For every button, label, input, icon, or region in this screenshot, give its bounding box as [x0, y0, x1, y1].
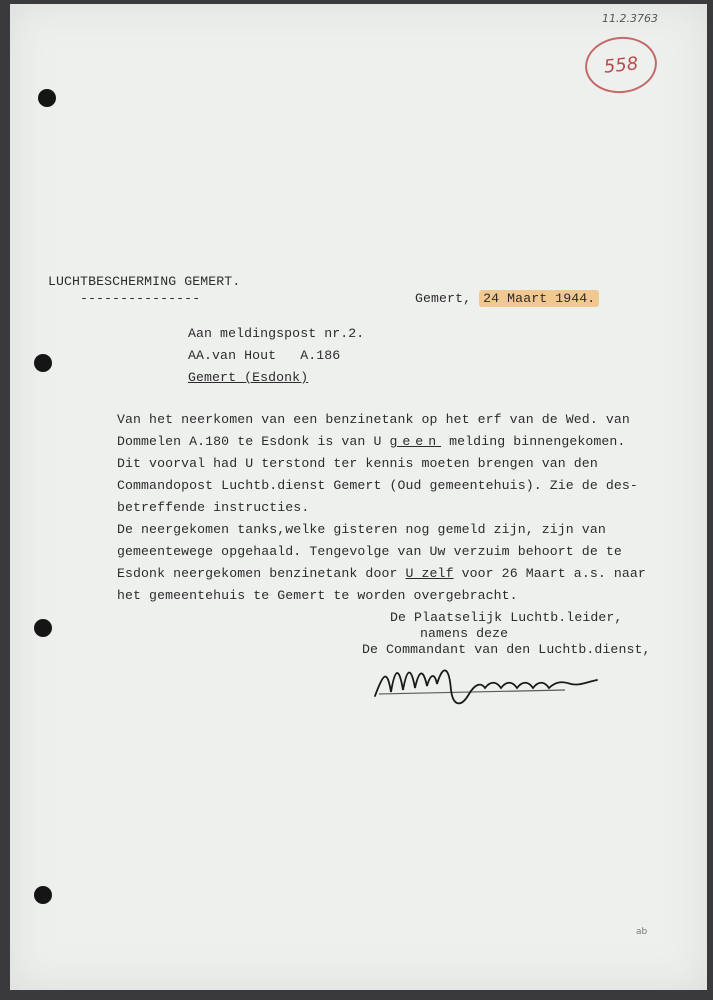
- sender-heading: LUCHTBESCHERMING GEMERT.: [48, 274, 241, 289]
- stamp-number: 558: [602, 52, 640, 78]
- punch-hole-4: [34, 886, 52, 904]
- emphasis-geen: geen: [389, 434, 442, 449]
- body-line-8: Esdonk neergekomen benzinetank door U zelf voor 26 Maart a.s. naar: [117, 566, 646, 581]
- body-line-1: Van het neerkomen van een benzinetank op het erf van de Wed. van: [117, 412, 630, 427]
- punch-hole-3: [34, 619, 52, 637]
- body-line-5: betreffende instructies.: [117, 500, 310, 515]
- closing-line-3: De Commandant van den Luchtb.dienst,: [362, 642, 651, 657]
- body-line-7: gemeentewege opgehaald. Tengevolge van Uw verzuim behoort de te: [117, 544, 622, 559]
- body-line-9: het gemeentehuis te Gemert te worden overgebracht.: [117, 588, 518, 603]
- emphasis-u-zelf: U zelf: [405, 566, 454, 581]
- margin-mark: ab: [636, 927, 648, 937]
- document-page: [10, 4, 707, 990]
- recipient-line-2: [188, 348, 340, 363]
- recipient-line-3: Gemert (Esdonk): [188, 370, 309, 385]
- body-line-4: Commandopost Luchtb.dienst Gemert (Oud gemeentehuis). Zie de des-: [117, 478, 638, 493]
- recipient-name: AA.van Hout: [188, 348, 277, 363]
- archive-stamp: [582, 33, 659, 96]
- closing-line-2: namens deze: [420, 626, 509, 641]
- punch-hole-2: [34, 354, 52, 372]
- punch-hole-1: [38, 89, 56, 107]
- sender-underline: ---------------: [80, 291, 201, 306]
- handwritten-signature: [365, 654, 605, 714]
- place-date: [415, 291, 599, 306]
- recipient-line-1: Aan meldingspost nr.2.: [188, 326, 365, 341]
- place: Gemert,: [415, 291, 472, 306]
- date-highlighted: 24 Maart 1944.: [479, 290, 599, 307]
- archive-reference-number: 11.2.3763: [602, 12, 658, 25]
- body-line-3: Dit voorval had U terstond ter kennis moeten brengen van den: [117, 456, 598, 471]
- closing-line-1: De Plaatselijk Luchtb.leider,: [390, 610, 623, 625]
- body-line-6: De neergekomen tanks,welke gisteren nog gemeld zijn, zijn van: [117, 522, 606, 537]
- recipient-code: A.186: [300, 348, 341, 363]
- body-line-2: Dommelen A.180 te Esdonk is van U geen melding binnengekomen.: [117, 434, 626, 449]
